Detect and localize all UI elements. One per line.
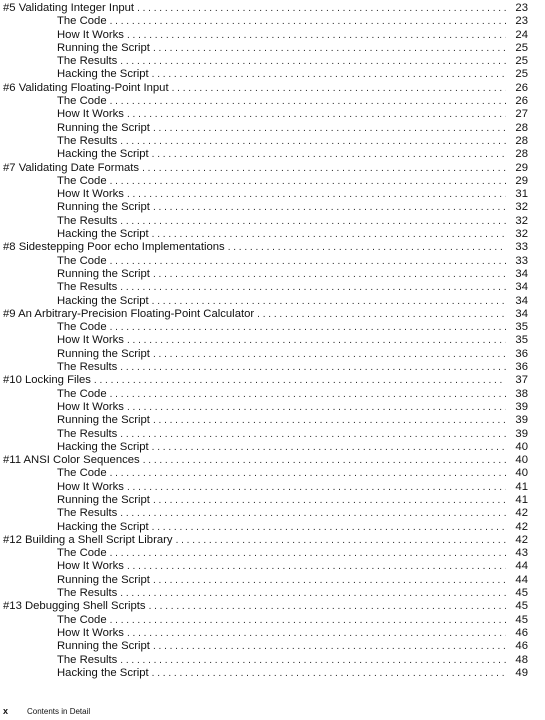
toc-subsection-entry[interactable] — [3, 667, 528, 680]
toc-entry-title: The Code — [57, 387, 107, 400]
dot-leader — [228, 241, 506, 254]
toc-entry-page: 25 — [515, 41, 528, 54]
toc-subsection-entry[interactable] — [3, 95, 528, 108]
dot-leader — [257, 308, 506, 321]
toc-entry-page: 23 — [515, 2, 528, 14]
toc-entry-page: 32 — [515, 228, 528, 241]
toc-entry-page: 40 — [515, 440, 528, 453]
toc-entry-title: How It Works — [57, 560, 124, 573]
toc-entry-title: #12 Building a Shell Script Library — [3, 533, 173, 546]
toc-subsection-entry[interactable] — [3, 614, 528, 627]
toc-entry-page: 36 — [515, 347, 528, 360]
toc-subsection-entry[interactable] — [3, 255, 528, 268]
toc-entry-page: 34 — [515, 281, 528, 294]
toc-subsection-entry[interactable] — [3, 348, 528, 361]
dot-leader — [94, 374, 506, 387]
dot-leader — [153, 574, 506, 587]
toc-subsection-entry[interactable] — [3, 441, 528, 454]
toc-entry-page: 36 — [515, 361, 528, 374]
toc-subsection-entry[interactable] — [3, 42, 528, 55]
toc-entry-title: #8 Sidestepping Poor echo Implementations — [3, 241, 225, 254]
dot-leader — [152, 521, 506, 534]
toc-entry-title: How It Works — [57, 480, 124, 493]
dot-leader — [120, 428, 506, 441]
toc-entry-page: 39 — [515, 427, 528, 440]
toc-entry-title: How It Works — [57, 108, 124, 121]
toc-entry-page: 23 — [515, 15, 528, 28]
toc-entry-page: 43 — [515, 547, 528, 560]
toc-entry-title: Hacking the Script — [57, 520, 149, 533]
toc-entry-page: 26 — [515, 81, 528, 94]
toc-entry-title: #13 Debugging Shell Scripts — [3, 600, 146, 613]
toc-entry-page: 41 — [515, 480, 528, 493]
toc-entry-title: #7 Validating Date Formats — [3, 161, 140, 174]
toc-subsection-entry[interactable] — [3, 547, 528, 560]
toc-subsection-entry[interactable] — [3, 201, 528, 214]
toc-subsection-entry[interactable] — [3, 401, 528, 414]
dot-leader — [110, 321, 506, 334]
toc-entry-page: 44 — [515, 560, 528, 573]
page-number: x — [3, 706, 9, 716]
dot-leader — [120, 135, 506, 148]
toc-entry-page: 27 — [515, 108, 528, 121]
dot-leader — [153, 348, 506, 361]
toc-subsection-entry[interactable] — [3, 388, 528, 401]
toc-entry-page: 40 — [515, 454, 528, 467]
toc-entry-page: 42 — [515, 507, 528, 520]
toc-entry-page: 32 — [515, 201, 528, 214]
toc-section-entry[interactable] — [3, 241, 528, 254]
toc-entry-title: The Code — [57, 15, 107, 28]
dot-leader — [110, 95, 506, 108]
toc-entry-title: #10 Locking Files — [3, 374, 91, 387]
toc-subsection-entry[interactable] — [3, 428, 528, 441]
toc-section-entry[interactable] — [3, 82, 528, 95]
dot-leader — [127, 188, 506, 201]
toc-entry-title: How It Works — [57, 28, 124, 41]
toc-entry-page: 31 — [515, 188, 528, 201]
toc-subsection-entry[interactable] — [3, 574, 528, 587]
toc-subsection-entry[interactable] — [3, 281, 528, 294]
toc-subsection-entry[interactable] — [3, 295, 528, 308]
toc-entry-title: Hacking the Script — [57, 68, 149, 81]
dot-leader — [127, 334, 506, 347]
toc-entry-page: 28 — [515, 134, 528, 147]
toc-entry-page: 46 — [515, 640, 528, 653]
toc-subsection-entry[interactable] — [3, 29, 528, 42]
toc-entry-page: 45 — [515, 600, 528, 613]
toc-entry-page: 45 — [515, 587, 528, 600]
toc-entry-page: 34 — [515, 267, 528, 280]
toc-subsection-entry[interactable] — [3, 228, 528, 241]
toc-entry-page: 39 — [515, 400, 528, 413]
toc-subsection-entry[interactable] — [3, 560, 528, 573]
toc-entry-title: #11 ANSI Color Sequences — [3, 454, 140, 467]
toc-entry-page: 42 — [515, 533, 528, 546]
toc-subsection-entry[interactable] — [3, 627, 528, 640]
dot-leader — [152, 148, 506, 161]
toc-section-entry[interactable] — [3, 162, 528, 175]
running-title: Contents in Detail — [27, 707, 91, 716]
toc-subsection-entry[interactable] — [3, 215, 528, 228]
toc-subsection-entry[interactable] — [3, 108, 528, 121]
dot-leader — [172, 82, 506, 95]
toc-entry-page: 39 — [515, 414, 528, 427]
dot-leader — [110, 547, 506, 560]
toc-entry-page: 35 — [515, 321, 528, 334]
toc-entry-page: 33 — [515, 254, 528, 267]
toc-entry-title: #6 Validating Floating-Point Input — [3, 81, 169, 94]
dot-leader — [110, 175, 506, 188]
toc-entry-title: Running the Script — [57, 347, 150, 360]
toc-entry-page: 34 — [515, 294, 528, 307]
dot-leader — [120, 55, 506, 68]
dot-leader — [153, 494, 506, 507]
toc-entry-title: Running the Script — [57, 267, 150, 280]
dot-leader — [110, 614, 506, 627]
toc-entry-page: 48 — [515, 653, 528, 666]
toc-entry-page: 34 — [515, 307, 528, 320]
dot-leader — [127, 401, 506, 414]
dot-leader — [153, 42, 506, 55]
toc-entry-title: The Code — [57, 254, 107, 267]
toc-subsection-entry[interactable] — [3, 414, 528, 427]
dot-leader — [127, 627, 506, 640]
toc-section-entry[interactable] — [3, 600, 528, 613]
dot-leader — [127, 29, 506, 42]
toc-entry-page: 29 — [515, 161, 528, 174]
toc-entry-title: The Results — [57, 55, 118, 68]
toc-entry-page: 41 — [515, 493, 528, 506]
toc-section-entry[interactable] — [3, 454, 528, 467]
toc-entry-page: 45 — [515, 613, 528, 626]
toc-entry-title: #9 An Arbitrary-Precision Floating-Point Calculator — [3, 307, 255, 320]
toc-entry-page: 28 — [515, 148, 528, 161]
dot-leader — [153, 640, 506, 653]
dot-leader — [153, 414, 506, 427]
toc-entry-title: Running the Script — [57, 41, 150, 54]
dot-leader — [137, 2, 506, 15]
toc-entry-page: 35 — [515, 334, 528, 347]
toc-entry-page: 26 — [515, 95, 528, 108]
page-footer — [3, 706, 90, 716]
toc-entry-title: The Results — [57, 134, 118, 147]
toc-entry-title: Running the Script — [57, 414, 150, 427]
dot-leader — [149, 600, 506, 613]
toc-entry-title: How It Works — [57, 400, 124, 413]
dot-leader — [120, 654, 506, 667]
dot-leader — [153, 122, 506, 135]
toc-entry-title: Hacking the Script — [57, 440, 149, 453]
toc-subsection-entry[interactable] — [3, 188, 528, 201]
toc-entry-page: 44 — [515, 573, 528, 586]
toc-section-entry[interactable] — [3, 534, 528, 547]
dot-leader — [152, 441, 506, 454]
dot-leader — [120, 215, 506, 228]
toc-entry-title: The Code — [57, 547, 107, 560]
toc-entry-title: The Results — [57, 507, 118, 520]
toc-entry-page: 32 — [515, 214, 528, 227]
toc-entry-page: 28 — [515, 121, 528, 134]
dot-leader — [176, 534, 506, 547]
toc-entry-page: 37 — [515, 374, 528, 387]
toc-subsection-entry[interactable] — [3, 334, 528, 347]
dot-leader — [142, 162, 506, 175]
dot-leader — [110, 388, 506, 401]
toc-subsection-entry[interactable] — [3, 148, 528, 161]
toc-entry-title: The Results — [57, 214, 118, 227]
toc-entry-title: Hacking the Script — [57, 294, 149, 307]
toc-subsection-entry[interactable] — [3, 321, 528, 334]
toc-entry-title: How It Works — [57, 626, 124, 639]
toc-subsection-entry[interactable] — [3, 122, 528, 135]
toc-entry-title: Running the Script — [57, 640, 150, 653]
toc-subsection-entry[interactable] — [3, 640, 528, 653]
toc-entry-title: The Code — [57, 95, 107, 108]
toc-section-entry[interactable] — [3, 374, 528, 387]
table-of-contents — [3, 2, 528, 680]
toc-entry-page: 33 — [515, 241, 528, 254]
dot-leader — [152, 667, 506, 680]
toc-entry-title: How It Works — [57, 188, 124, 201]
toc-entry-title: Hacking the Script — [57, 148, 149, 161]
dot-leader — [143, 454, 506, 467]
toc-entry-page: 42 — [515, 520, 528, 533]
toc-subsection-entry[interactable] — [3, 135, 528, 148]
toc-entry-title: Hacking the Script — [57, 228, 149, 241]
dot-leader — [110, 467, 506, 480]
dot-leader — [153, 201, 506, 214]
toc-entry-title: The Results — [57, 361, 118, 374]
toc-entry-title: The Results — [57, 281, 118, 294]
toc-entry-page: 46 — [515, 626, 528, 639]
toc-subsection-entry[interactable] — [3, 521, 528, 534]
toc-subsection-entry[interactable] — [3, 654, 528, 667]
toc-subsection-entry[interactable] — [3, 494, 528, 507]
toc-subsection-entry[interactable] — [3, 68, 528, 81]
toc-entry-title: The Results — [57, 653, 118, 666]
toc-entry-title: Running the Script — [57, 573, 150, 586]
toc-subsection-entry[interactable] — [3, 587, 528, 600]
toc-entry-page: 29 — [515, 174, 528, 187]
toc-section-entry[interactable] — [3, 2, 528, 15]
toc-subsection-entry[interactable] — [3, 55, 528, 68]
toc-entry-title: The Code — [57, 321, 107, 334]
toc-subsection-entry[interactable] — [3, 268, 528, 281]
toc-entry-title: The Code — [57, 174, 107, 187]
toc-subsection-entry[interactable] — [3, 481, 528, 494]
dot-leader — [152, 228, 506, 241]
dot-leader — [127, 108, 506, 121]
dot-leader — [152, 68, 506, 81]
toc-entry-title: The Results — [57, 587, 118, 600]
toc-entry-page: 25 — [515, 68, 528, 81]
dot-leader — [153, 268, 506, 281]
dot-leader — [110, 15, 506, 28]
toc-subsection-entry[interactable] — [3, 175, 528, 188]
dot-leader — [127, 560, 506, 573]
toc-subsection-entry[interactable] — [3, 361, 528, 374]
toc-section-entry[interactable] — [3, 308, 528, 321]
dot-leader — [152, 295, 506, 308]
toc-entry-page: 49 — [515, 666, 528, 679]
toc-subsection-entry[interactable] — [3, 507, 528, 520]
toc-entry-page: 40 — [515, 467, 528, 480]
dot-leader — [110, 255, 506, 268]
dot-leader — [127, 481, 506, 494]
toc-subsection-entry[interactable] — [3, 15, 528, 28]
toc-entry-title: Running the Script — [57, 493, 150, 506]
dot-leader — [120, 507, 506, 520]
dot-leader — [120, 587, 506, 600]
toc-entry-title: The Results — [57, 427, 118, 440]
dot-leader — [120, 281, 506, 294]
toc-entry-title: Running the Script — [57, 121, 150, 134]
dot-leader — [120, 361, 506, 374]
toc-entry-page: 38 — [515, 387, 528, 400]
toc-entry-title: The Code — [57, 467, 107, 480]
toc-entry-title: How It Works — [57, 334, 124, 347]
toc-entry-title: The Code — [57, 613, 107, 626]
toc-subsection-entry[interactable] — [3, 467, 528, 480]
toc-entry-title: Running the Script — [57, 201, 150, 214]
toc-entry-title: #5 Validating Integer Input — [3, 2, 135, 14]
toc-entry-title: Hacking the Script — [57, 666, 149, 679]
toc-entry-page: 24 — [515, 28, 528, 41]
toc-entry-page: 25 — [515, 55, 528, 68]
